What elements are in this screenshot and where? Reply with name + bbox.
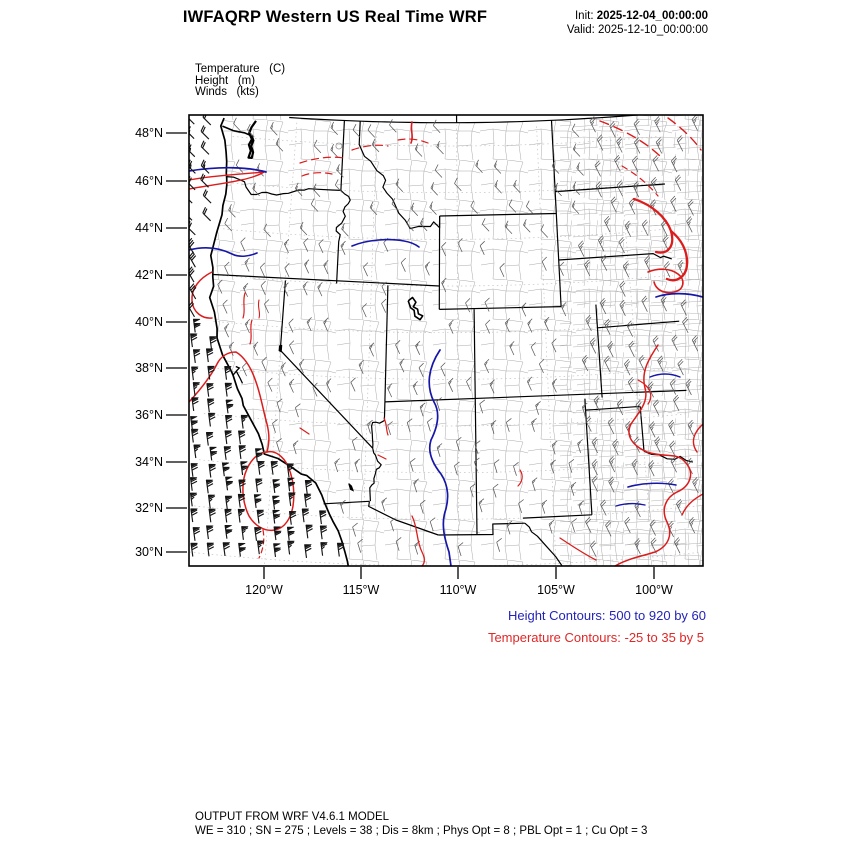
lon-axis-label-110: 110°W — [439, 583, 477, 597]
lat-axis-label-38: 38°N — [135, 361, 163, 375]
lat-axis-label-46: 46°N — [135, 174, 163, 188]
lon-axis-label-120: 120°W — [245, 583, 283, 597]
valid-value: 2025-12-10_00:00:00 — [598, 24, 708, 36]
lat-axis-label-48: 48°N — [135, 126, 163, 140]
lat-axis-label-36: 36°N — [135, 408, 163, 422]
height-contour-note: Height Contours: 500 to 920 by 60 — [507, 608, 706, 623]
lat-axis-label-44: 44°N — [135, 221, 163, 235]
init-label: Init: — [574, 10, 594, 22]
legend-height: Height (m) — [195, 74, 256, 87]
lon-axis-label-105: 105°W — [537, 583, 575, 597]
temperature-contour-note: Temperature Contours: -25 to 35 by 5 — [487, 630, 704, 645]
lon-axis-label-115: 115°W — [342, 583, 380, 597]
lat-axis-label-32: 32°N — [135, 501, 163, 515]
footer-params-line: WE = 310 ; SN = 275 ; Levels = 38 ; Dis = 8km ; Phys Opt = 8 ; PBL Opt = 1 ; Cu Opt = 3 — [195, 825, 648, 837]
lat-axis-label-40: 40°N — [135, 315, 163, 329]
page-title: IWFAQRP Western US Real Time WRF — [182, 8, 488, 26]
lat-axis-label-34: 34°N — [135, 455, 163, 469]
lat-axis-label-30: 30°N — [135, 545, 163, 559]
lat-axis-label-42: 42°N — [135, 268, 163, 282]
footer-model-line: OUTPUT FROM WRF V4.6.1 MODEL — [195, 811, 390, 823]
init-value: 2025-12-04_00:00:00 — [596, 10, 708, 22]
valid-label: Valid: — [566, 24, 595, 36]
lon-axis-label-100: 100°W — [635, 583, 673, 597]
legend-temperature: Temperature (C) — [195, 63, 286, 75]
legend-winds: Winds (kts) — [195, 86, 259, 98]
